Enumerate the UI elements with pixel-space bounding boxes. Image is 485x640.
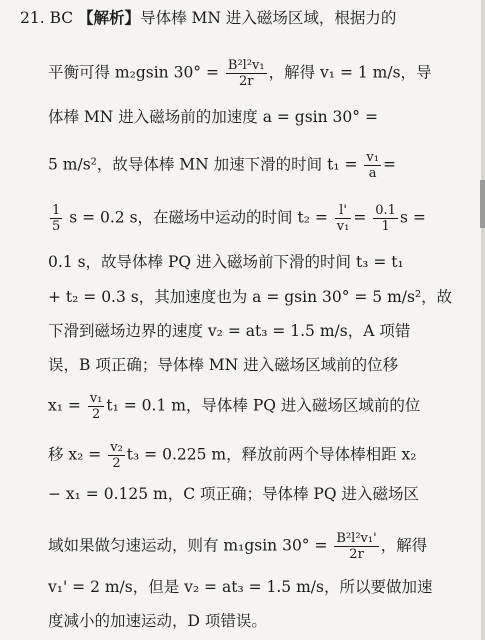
fraction-numerator: v₁ [366, 150, 379, 165]
text-run: s = 0.2 s，在磁场中运动的时间 t₂ = [64, 208, 328, 227]
text-line [48, 531, 485, 562]
text-run: s = [399, 208, 426, 227]
fraction-denominator: 2r [349, 547, 364, 562]
text-line: + t₂ = 0.3 s，其加速度也为 a = gsin 30° = 5 m/s²，故 [48, 288, 453, 306]
analysis-tag: 【解析】 [78, 8, 141, 27]
fraction-numerator: v₂ [110, 440, 123, 455]
text-line: 度减小的加速运动，D 项错误。 [48, 612, 267, 630]
text-line [48, 391, 485, 422]
fraction-denominator: 5 [52, 219, 61, 234]
answer-header-line [20, 8, 485, 28]
fraction [373, 203, 398, 234]
fraction [334, 531, 378, 562]
text-line: 体棒 MN 进入磁场前的加速度 a = gsin 30° = [48, 108, 378, 126]
text-run: t₁ = 0.1 m，导体棒 PQ 进入磁场区域前的位 [106, 396, 421, 415]
fraction-denominator: 1 [381, 219, 390, 234]
fraction [226, 58, 267, 89]
text-run: t₃ = 0.225 m，释放前两个导体棒相距 x₂ [126, 445, 417, 464]
text-run: 域如果做匀速运动，则有 m₁gsin 30° = [48, 536, 328, 555]
fraction-denominator: 2 [112, 456, 121, 471]
fraction [50, 203, 62, 234]
scrollbar-thumb[interactable] [480, 180, 485, 228]
text-run: 平衡可得 m₂gsin 30° = [48, 63, 219, 82]
fraction [364, 150, 381, 181]
fraction-numerator: l' [335, 203, 352, 219]
text-line: 误，B 项正确；导体棒 MN 进入磁场区域前的位移 [48, 356, 399, 374]
fraction-denominator: 2r [239, 74, 254, 89]
fraction [88, 391, 105, 422]
fraction-numerator: B²l²v₁' [336, 531, 377, 546]
text-run: = [382, 155, 396, 174]
text-run: = [353, 208, 367, 227]
text-line [48, 58, 485, 89]
answer-number: 21. BC [20, 9, 79, 27]
fraction [108, 440, 125, 471]
fraction-denominator: v₁ [336, 219, 350, 234]
fraction-numerator: 1 [52, 203, 61, 218]
text-run: 导体棒 MN 进入磁场区域，根据力的 [140, 9, 397, 27]
page-edge [481, 0, 485, 640]
text-line: v₁' = 2 m/s，但是 v₂ = at₃ = 1.5 m/s，所以要做加速 [48, 578, 433, 596]
fraction-numerator: v₁ [89, 391, 103, 406]
text-run: 移 x₂ = [48, 445, 102, 464]
text-run: x₁ = [48, 396, 81, 415]
text-line: 下滑到磁场边界的速度 v₂ = at₃ = 1.5 m/s，A 项错 [48, 322, 411, 340]
fraction-numerator: 0.1 [375, 203, 396, 218]
text-line [48, 440, 485, 471]
text-line: − x₁ = 0.125 m，C 项正确；导体棒 PQ 进入磁场区 [48, 485, 419, 503]
fraction-denominator: a [368, 166, 377, 181]
text-run: 5 m/s²，故导体棒 MN 加速下滑的时间 t₁ = [48, 155, 358, 174]
text-run: ，解得 v₁ = 1 m/s，导 [268, 63, 432, 82]
fraction-denominator: 2 [91, 407, 101, 422]
text-line [48, 150, 485, 181]
text-line: 0.1 s，故导体棒 PQ 进入磁场前下滑的时间 t₃ = t₁ [48, 253, 404, 271]
fraction-numerator: B²l²v₁ [227, 58, 265, 73]
text-run: ，解得 [380, 536, 428, 555]
text-line [48, 203, 485, 234]
fraction [335, 203, 352, 234]
